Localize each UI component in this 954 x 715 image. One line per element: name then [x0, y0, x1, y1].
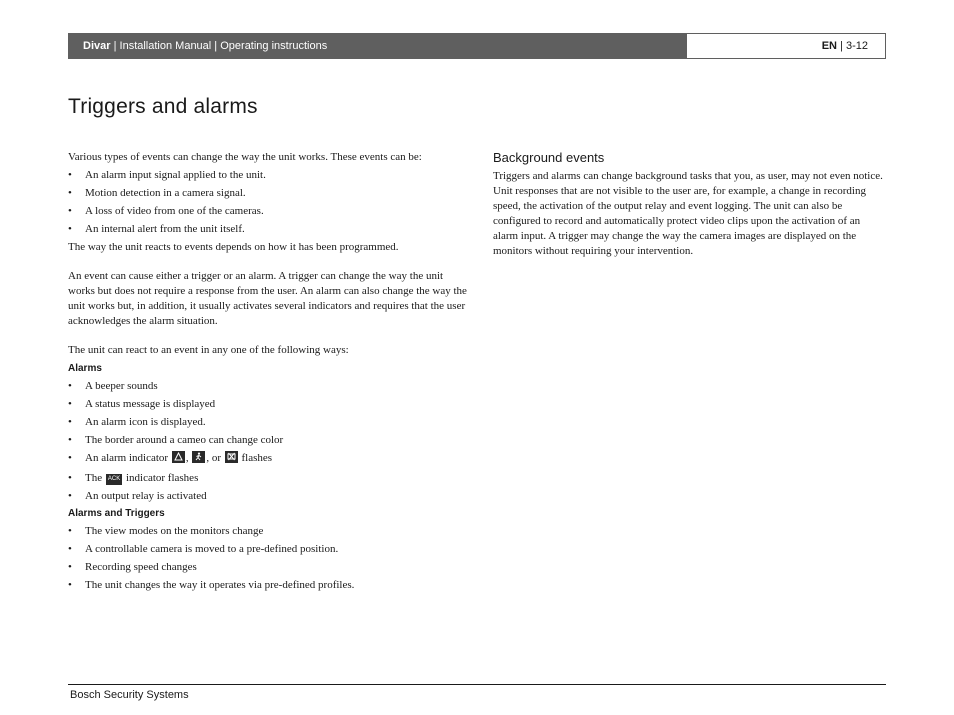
list-item: • Motion detection in a camera signal. [68, 186, 468, 201]
header-separator: | [211, 40, 221, 52]
header-brand: Divar [83, 40, 111, 52]
header-separator: | [110, 40, 120, 52]
list-item: • A status message is displayed [68, 397, 468, 412]
indicator-text-pre: An alarm indicator [85, 452, 169, 464]
header-section: Operating instructions [220, 40, 328, 52]
header-manual: Installation Manual [119, 40, 212, 52]
background-events-paragraph: Triggers and alarms can change background tasks that you, as user, may not even notice. Unit responses that are not visible to the user are, for example, a change in recording speed, the activation of the output relay and event logging. The unit can also be configured to record and automatically protect video clips upon the activation of an alarm input. A trigger may change the way the camera images are displayed on the monitors without requiring your intervention. [493, 170, 883, 257]
header-page-info [686, 33, 886, 59]
motion-person-icon [192, 451, 205, 463]
video-loss-icon [225, 451, 238, 463]
ack-text-post: indicator flashes [125, 472, 199, 484]
list-item-alarm-indicator [68, 451, 468, 466]
background-events-heading: Background events [493, 150, 605, 165]
header-breadcrumb [68, 33, 686, 59]
list-item: • Recording speed changes [68, 560, 468, 575]
indicator-comma: , [185, 452, 189, 464]
list-item: • An alarm icon is displayed. [68, 415, 468, 430]
indicator-text-post: flashes [241, 452, 273, 464]
alarms-triggers-subheading: Alarms and Triggers [68, 508, 165, 519]
alarms-subheading: Alarms [68, 363, 102, 374]
alarm-triangle-icon [172, 451, 185, 463]
header-language: EN [821, 40, 837, 52]
intro-paragraph: Various types of events can change the way the unit works. These events can be: [68, 151, 422, 163]
footer-company: Bosch Security Systems [70, 689, 189, 701]
ack-text-pre: The [85, 472, 103, 484]
left-column [68, 150, 468, 596]
list-item: • The view modes on the monitors change [68, 524, 468, 539]
triggers-list [68, 524, 468, 593]
ways-paragraph: The unit can react to an event in any one of the following ways: [68, 344, 349, 356]
list-item: • The border around a cameo can change color [68, 433, 468, 448]
page-title: Triggers and alarms [68, 95, 258, 118]
reaction-paragraph: The way the unit reacts to events depends on how it has been programmed. [68, 241, 399, 253]
list-item: • The unit changes the way it operates via pre-defined profiles. [68, 578, 468, 593]
event-list [68, 168, 468, 237]
page-header [68, 33, 886, 59]
trigger-alarm-paragraph: An event can cause either a trigger or an alarm. A trigger can change the way the unit works but does not require a response from the user. An alarm can also change the way the unit works but, in addition, it usually activates several indicators and requires that the user acknowledges the alarm situation. [68, 270, 467, 327]
header-page-number: 3-12 [845, 40, 868, 52]
list-item: • A loss of video from one of the cameras. [68, 204, 468, 219]
list-item: • A controllable camera is moved to a pre-defined position. [68, 542, 468, 557]
list-item: • A beeper sounds [68, 379, 468, 394]
header-separator: | [836, 40, 846, 52]
list-item: • An alarm input signal applied to the unit. [68, 168, 468, 183]
footer-divider [68, 684, 886, 685]
list-item: • An internal alert from the unit itself. [68, 222, 468, 237]
right-column [493, 150, 886, 259]
indicator-or: , or [206, 452, 222, 464]
list-item: • An output relay is activated [68, 489, 468, 504]
alarms-list [68, 379, 468, 504]
ack-indicator-icon: ACK [106, 474, 122, 485]
list-item-ack-indicator [68, 471, 468, 486]
